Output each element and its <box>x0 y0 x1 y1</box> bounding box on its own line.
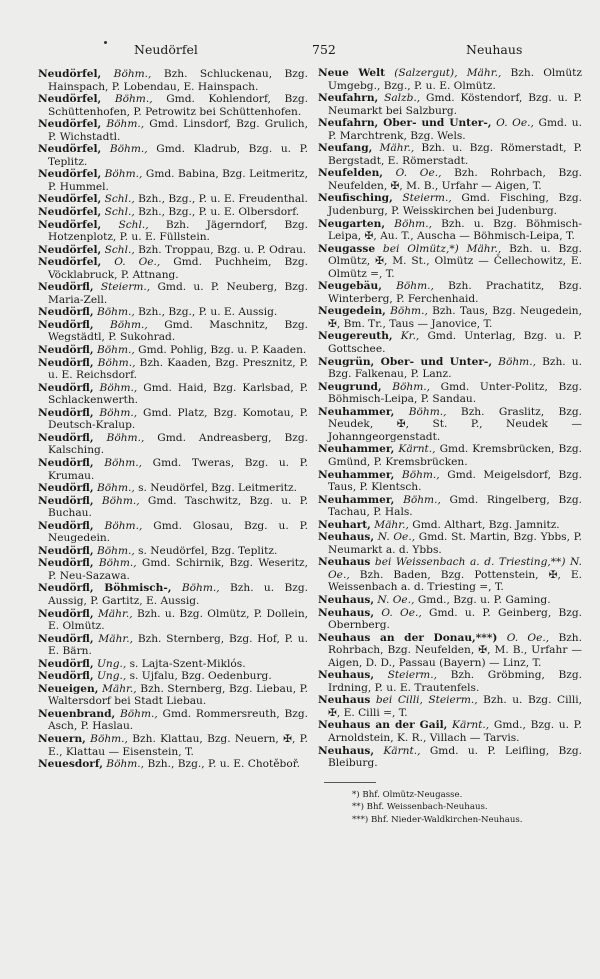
entry-details: s. Lajta-Szent-Miklós. <box>129 657 246 670</box>
entry-details: Gmd. u. P. Leifling, Bzg. Bleiburg. <box>328 744 582 770</box>
entry-details: Bzh. Gröbming, Bzg. Irdning, P. u. E. Trautenfels. <box>328 669 582 694</box>
gazetteer-entry <box>318 305 582 330</box>
scan-speck <box>104 41 107 44</box>
page-header <box>38 42 586 64</box>
entry-region: Böhm., <box>104 168 143 181</box>
entry-place-name: Neugasse <box>318 242 376 255</box>
gazetteer-entry <box>38 193 308 206</box>
entry-place-name: Neuhaus, <box>318 744 375 757</box>
entry-details: Bzh. Baden, Bzg. Pottenstein, ✠, E. Weissenbach a. d. Triesting =, T. <box>328 568 582 594</box>
entry-place-name: Neudörfl, <box>38 557 94 570</box>
entry-region: O. Oe., <box>114 256 161 269</box>
gazetteer-entry <box>318 356 582 381</box>
entry-place-name: Neudörfl, <box>38 456 94 469</box>
entry-place-name: Neudörfl, <box>38 607 94 620</box>
gazetteer-entry <box>318 594 582 607</box>
gazetteer-entry <box>38 407 308 432</box>
gazetteer-entry <box>318 192 582 217</box>
entry-place-name: Neuhaus an der Gail, <box>318 719 448 732</box>
entry-region: Mähr., <box>374 518 409 531</box>
entry-details: Gmd. Puchheim, Bzg. Vöcklabruck, P. Attnang. <box>48 256 309 281</box>
gazetteer-entry <box>38 281 308 306</box>
gazetteer-entry <box>38 118 308 143</box>
gazetteer-entry <box>38 608 308 633</box>
entry-details: Bzh. Taus, Bzg. Neugedein, ✠, Bm. Tr., Taus — Janovice, T. <box>328 305 582 330</box>
entry-region: O. Oe., <box>381 606 422 619</box>
entry-place-name: Neugrün, Ober- und Unter-, <box>318 355 493 368</box>
entry-region: Schl., <box>104 193 135 206</box>
entry-region: N. Oe., <box>377 593 415 606</box>
footnote: *) Bhf. Olmütz-Neugasse. <box>352 789 463 800</box>
entry-region: bei Weissenbach a. d. Triesting,**) N. Oe., <box>328 556 582 581</box>
gazetteer-entry <box>318 443 582 468</box>
entry-place-name: Neueigen, <box>38 682 99 695</box>
entry-details: Gmd., Bzg. u. P. Arnoldstein, K. R., Villach — Tarvis. <box>328 719 583 744</box>
entry-region: Böhm., <box>96 544 135 557</box>
entry-region: Böhm., <box>98 557 137 570</box>
entry-details: Bzh. Prachatitz, Bzg. Winterberg, P. Ferchenhaid. <box>328 280 583 305</box>
entry-place-name: Neudörfl, <box>38 281 94 294</box>
gazetteer-entry <box>318 719 582 744</box>
entry-place-name: Neuhaus, <box>318 669 375 682</box>
entry-region: Böhm., <box>498 355 536 368</box>
entry-details: Bzh. u. Bzg. Olmütz, ✠, M. St., Olmütz — Čellechowitz, E. Olmütz =, T. <box>328 242 583 280</box>
entry-place-name: Neudörfl, <box>38 670 94 683</box>
gazetteer-entry <box>318 218 582 243</box>
gazetteer-entry <box>318 117 582 142</box>
entry-details: Bzh. u. Bzg. Römerstadt, P. Bergstadt, E. Römerstadt. <box>328 142 583 167</box>
gazetteer-entry <box>38 545 308 558</box>
gazetteer-entry <box>318 745 582 770</box>
gazetteer-entry <box>38 520 308 545</box>
left-column <box>38 68 308 771</box>
entry-details: s. Neudörfel, Bzg. Teplitz. <box>138 544 278 557</box>
entry-region: O. Oe., <box>506 631 550 644</box>
entry-details: Gmd. Unterlag, Bzg. u. P. Gottschee. <box>328 330 582 356</box>
gazetteer-entry <box>38 206 308 219</box>
entry-place-name: Neudörfl, <box>38 344 94 357</box>
gazetteer-entry <box>38 93 308 118</box>
gazetteer-entry <box>38 244 308 257</box>
gazetteer-entry <box>318 67 582 92</box>
entry-region: O. Oe., <box>395 167 442 180</box>
entry-place-name: Neudörfel, <box>38 243 102 256</box>
gazetteer-entry <box>38 482 308 495</box>
entry-region: Böhm., <box>99 406 138 419</box>
entry-place-name: Neufelden, <box>318 167 383 180</box>
entry-place-name: Neuhammer, <box>318 468 395 481</box>
entry-region: Böhm., <box>104 456 142 469</box>
entry-region: Böhm., <box>106 758 145 771</box>
entry-details: Gmd. Andreasberg, Bzg. Kalsching. <box>48 431 308 457</box>
entry-place-name: Neufisching, <box>318 192 393 205</box>
entry-place-name: Neudörfl, <box>38 356 94 369</box>
entry-region: Salzb., <box>384 92 421 105</box>
entry-details: Gmd. Kremsbrücken, Bzg. Gmünd, P. Kremsbrücken. <box>328 443 583 468</box>
entry-place-name: Neugereuth, <box>318 330 393 343</box>
entry-place-name: Neuhammer, <box>318 443 395 456</box>
gazetteer-entry <box>38 219 308 244</box>
entry-region: Böhm., <box>90 732 128 745</box>
entry-details: Gmd. Kladrub, Bzg. u. P. Teplitz. <box>48 143 309 168</box>
entry-details: Bzh. Sternberg, Bzg. Hof, P. u. E. Bärn. <box>48 632 308 658</box>
entry-region: Böhm., <box>181 582 220 595</box>
entry-region: Böhm., <box>106 431 145 444</box>
gazetteer-entry <box>318 167 582 192</box>
gazetteer-entry <box>38 306 308 319</box>
entry-region: Böhm., <box>396 280 434 293</box>
entry-place-name: Neuhaus an der Donau,***) <box>318 631 498 644</box>
gazetteer-entry <box>38 708 308 733</box>
entry-place-name: Neudörfl, <box>38 431 94 444</box>
entry-details: Bzh. Sternberg, Bzg. Liebau, P. Waltersdorf bei Stadt Liebau. <box>48 682 309 708</box>
entry-region: Ung., <box>96 670 127 683</box>
entry-place-name: Neudörfel, <box>38 168 102 181</box>
gazetteer-entry <box>38 357 308 382</box>
entry-details: Bzh., Bzg., P. u. E. Chotěboř. <box>147 758 300 771</box>
gazetteer-entry <box>38 457 308 482</box>
entry-region: Schl., <box>118 218 149 231</box>
gazetteer-entry <box>318 381 582 406</box>
entry-region: Böhm., <box>392 380 431 393</box>
entry-region: Schl., <box>104 206 135 219</box>
entry-details: Gmd. Tweras, Bzg. u. P. Krumau. <box>48 456 308 482</box>
entry-region: N. Oe., <box>377 531 416 544</box>
entry-region: Böhm., <box>104 519 143 532</box>
gazetteer-entry <box>318 92 582 117</box>
entry-region: Steierm., <box>100 281 151 294</box>
entry-place-name: Neudörfl, <box>38 381 94 394</box>
entry-region: Böhm., <box>119 707 158 720</box>
entry-region: Böhm., <box>390 305 428 318</box>
gazetteer-entry <box>318 330 582 355</box>
gazetteer-entry <box>318 494 582 519</box>
entry-details: Bzh. Kaaden, Bzg. Presznitz, P. u. E. Reichsdorf. <box>48 356 308 382</box>
entry-region: Mähr., <box>379 142 415 155</box>
entry-place-name: Neudörfel, <box>38 193 102 206</box>
gazetteer-entry <box>38 758 308 771</box>
entry-details: Bzh., Bzg., P. u. E. Aussig. <box>138 306 278 319</box>
gazetteer-entry <box>38 557 308 582</box>
entry-place-name: Neudörfel, <box>38 256 102 269</box>
entry-region: Böhm., <box>408 405 447 418</box>
entry-place-name: Neudörfl, <box>38 306 94 319</box>
entry-details: Gmd. Platz, Bzg. Komotau, P. Deutsch-Kralup. <box>48 406 308 432</box>
entry-region: Böhm., <box>113 68 152 80</box>
gazetteer-entry <box>38 344 308 357</box>
entry-details: Gmd. Ringelberg, Bzg. Tachau, P. Hals. <box>328 493 582 519</box>
entry-region: Mähr., <box>98 632 134 645</box>
entry-place-name: Neuenbrand, <box>38 707 116 720</box>
entry-details: Gmd. St. Martin, Bzg. Ybbs, P. Neumarkt a. d. Ybbs. <box>328 531 582 556</box>
entry-details: Bzh. Rohrbach, Bzg. Neufelden, ✠, M. B., Urfahr — Aigen, D. D., Passau (Bayern) — Linz, T. <box>328 631 582 669</box>
entry-details: Gmd. Babina, Bzg. Leitmeritz, P. Hummel. <box>48 168 309 193</box>
gazetteer-entry <box>318 243 582 281</box>
entry-place-name: Neudörfl, <box>38 482 94 495</box>
gazetteer-entry <box>318 142 582 167</box>
entry-place-name: Neugrund, <box>318 380 382 393</box>
entry-region: Böhm., <box>110 318 148 331</box>
entry-region: (Salzergut), Mähr., <box>394 67 502 79</box>
entry-details: Gmd. Taschwitz, Bzg. u. P. Buchau. <box>48 494 309 520</box>
entry-details: Bzh. Olmütz Umgebg., Bzg., P. u. E. Olmütz. <box>328 67 582 92</box>
entry-region: Mähr., <box>102 682 137 695</box>
entry-place-name: Neuhammer, <box>318 405 395 418</box>
entry-details: Gmd. Maschnitz, Bzg. Wegstädtl, P. Sukohrad. <box>48 318 308 344</box>
footnote: **) Bhf. Weissenbach-Neuhaus. <box>352 802 488 813</box>
gazetteer-entry <box>38 683 308 708</box>
entry-details: Gmd. Pohlig, Bzg. u. P. Kaaden. <box>138 344 307 357</box>
entry-details: Gmd. Althart, Bzg. Jamnitz. <box>412 518 560 531</box>
entry-place-name: Neuhaus, <box>318 606 375 619</box>
entry-region: bei Olmütz,*) Mähr., <box>382 242 502 255</box>
gazetteer-entry <box>318 694 582 719</box>
entry-place-name: Neudörfel, <box>38 218 102 231</box>
gazetteer-entry <box>318 280 582 305</box>
gazetteer-entry <box>318 519 582 532</box>
entry-details: Bzh. Klattau, Bzg. Neuern, ✠, P. E., Klattau — Eisenstein, T. <box>48 732 308 758</box>
entry-place-name: Neuern, <box>38 732 86 745</box>
entry-place-name: Neudörfl, <box>38 632 94 645</box>
entry-place-name: Neuhaus <box>318 694 371 707</box>
entry-details: Gmd. Köstendorf, Bzg. u. P. Neumarkt bei Salzburg. <box>328 92 582 117</box>
entry-place-name: Neudörfel, <box>38 68 102 80</box>
entry-place-name: Neue Welt <box>318 67 386 79</box>
entry-region: bei Cilli, Steierm., <box>375 694 478 707</box>
entry-details: Gmd., Bzg. u. P. Gaming. <box>417 593 551 606</box>
footnote: ***) Bhf. Nieder-Waldkirchen-Neuhaus. <box>352 814 523 825</box>
gazetteer-entry <box>318 406 582 444</box>
gazetteer-entry <box>38 319 308 344</box>
entry-region: Steierm., <box>402 192 452 205</box>
entry-details: s. Ujfalu, Bzg. Oedenburg. <box>129 670 272 683</box>
gazetteer-entry <box>318 607 582 632</box>
right-column <box>318 67 582 826</box>
entry-region: Kärnt., <box>398 443 436 456</box>
entry-place-name: Neuhart, <box>318 518 371 531</box>
gazetteer-entry <box>318 531 582 556</box>
entry-details: Gmd. Kohlendorf, Bzg. Schüttenhofen, P. Petrowitz bei Schüttenhofen. <box>48 93 309 118</box>
entry-details: Bzh. Jägerndorf, Bzg. Hotzenplotz, P. u. E. Füllstein. <box>48 218 308 244</box>
gazetteer-entry <box>38 670 308 683</box>
gazetteer-entry <box>38 382 308 407</box>
entry-region: Steierm., <box>387 669 437 682</box>
entry-place-name: Neudörfel, <box>38 206 102 219</box>
gazetteer-entry <box>38 68 308 93</box>
entry-region: Böhm., <box>96 344 135 357</box>
entry-place-name: Neudörfel, <box>38 143 102 156</box>
entry-details: Bzh., Bzg., P. u. E. Olbersdorf. <box>138 206 300 219</box>
entry-place-name: Neudörfel, <box>38 118 102 131</box>
entry-details: Gmd. Unter-Politz, Bzg. Böhmisch-Leipa, P. Sandau. <box>328 380 582 406</box>
gazetteer-entry <box>318 469 582 494</box>
entry-place-name: Neuhammer, <box>318 493 395 506</box>
entry-place-name: Neudörfl, <box>38 494 94 507</box>
entry-region: Böhm., <box>403 493 441 506</box>
entry-region: Böhm., <box>97 356 136 369</box>
entry-details: Bzh. Rohrbach, Bzg. Neufelden, ✠, M. B., Urfahr — Aigen, T. <box>328 167 582 192</box>
entry-place-name: Neudörfl, Böhmisch-, <box>38 582 172 595</box>
header-left-keyword: Neudörfel <box>134 42 198 57</box>
entry-place-name: Neugarten, <box>318 217 386 230</box>
entry-region: Kärnt., <box>452 719 490 732</box>
entry-place-name: Neuhaus, <box>318 531 375 544</box>
entry-region: Böhm., <box>101 494 140 507</box>
entry-place-name: Neufahrn, Ober- und Unter-, <box>318 117 492 130</box>
entry-region: Böhm., <box>99 381 138 394</box>
entry-details: Bzh. Graslitz, Bzg. Neudek, ✠, St. P., Neudek — Johanngeorgenstadt. <box>328 405 583 443</box>
entry-details: Gmd. Fisching, Bzg. Judenburg, P. Weisskirchen bei Judenburg. <box>328 192 583 218</box>
entry-details: Bzh. u. Bzg. Olmütz, P. Dollein, E. Olmütz. <box>48 607 309 633</box>
entry-details: Gmd. Rommersreuth, Bzg. Asch, P. Haslau. <box>48 707 308 733</box>
entry-region: Böhm., <box>114 93 153 106</box>
entry-details: Gmd. Meigelsdorf, Bzg. Taus, P. Klentsch. <box>328 468 582 494</box>
entry-details: Bzh., Bzg., P. u. E. Freudenthal. <box>138 193 308 206</box>
gazetteer-entry <box>38 432 308 457</box>
entry-details: Bzh. u. Bzg. Aussig, P. Gartitz, E. Aussig. <box>48 582 309 607</box>
entry-region: Böhm., <box>401 468 440 481</box>
gazetteer-entry <box>38 143 308 168</box>
entry-details: Bzh. u. Bzg. Falkenau, P. Lanz. <box>328 355 582 381</box>
gazetteer-entry <box>38 658 308 671</box>
header-right-keyword: Neuhaus <box>466 42 523 57</box>
entry-details: Gmd. u. P. Geinberg, Bzg. Obernberg. <box>328 606 582 632</box>
gazetteer-entry <box>38 582 308 607</box>
entry-place-name: Neufahrn, <box>318 92 379 105</box>
gazetteer-entry <box>318 556 582 594</box>
entry-details: Gmd. Glosau, Bzg. u. P. Neugedein. <box>48 519 309 545</box>
entry-region: Böhm., <box>96 482 135 495</box>
entry-region: Ung., <box>96 657 127 670</box>
entry-details: Gmd. Haid, Bzg. Karlsbad, P. Schlackenwerth. <box>48 381 309 407</box>
entry-place-name: Neudörfl, <box>38 544 94 557</box>
entry-region: Böhm., <box>96 306 135 319</box>
gazetteer-entry <box>38 733 308 758</box>
entry-details: Gmd. u. P. Marchtrenk, Bzg. Wels. <box>328 117 582 142</box>
entry-place-name: Neudörfel, <box>38 93 102 106</box>
entry-region: Böhm., <box>109 143 148 156</box>
gazetteer-entry <box>38 256 308 281</box>
gazetteer-entry <box>38 633 308 658</box>
entry-details: Bzh. Troppau, Bzg. u. P. Odrau. <box>138 243 307 256</box>
entry-region: Mähr., <box>97 607 133 620</box>
entry-place-name: Neufang, <box>318 142 373 155</box>
entry-region: Böhm., <box>394 217 432 230</box>
entry-details: Bzh. u. Bzg. Böhmisch-Leipa, ✠, Au. T., Auscha — Böhmisch-Leipa, T. <box>328 217 582 243</box>
entry-region: Schl., <box>104 243 135 256</box>
entry-details: Bzh. u. Bzg. Cilli, ✠, E. Cilli =, T. <box>328 694 582 719</box>
entry-place-name: Neugedein, <box>318 305 386 318</box>
entry-place-name: Neuhaus <box>318 556 371 569</box>
entry-region: Böhm., <box>106 118 145 131</box>
entry-details: s. Neudörfel, Bzg. Leitmeritz. <box>138 482 297 495</box>
gazetteer-entry <box>318 669 582 694</box>
entry-details: Bzh. Schluckenau, Bzg. Hainspach, P. Lobendau, E. Hainspach. <box>48 68 309 93</box>
entry-region: O. Oe., <box>496 117 534 130</box>
entry-details: Gmd. Linsdorf, Bzg. Grulich, P. Wichstadtl. <box>48 118 308 143</box>
footnotes <box>318 789 582 827</box>
entry-place-name: Neudörfl, <box>38 519 94 532</box>
entry-details: Gmd. Schirnik, Bzg. Weseritz, P. Neu-Sazawa. <box>48 557 308 582</box>
page-number: 752 <box>312 42 336 57</box>
gazetteer-entry <box>38 168 308 193</box>
entry-place-name: Neudörfl, <box>38 406 94 419</box>
entry-place-name: Neuesdorf, <box>38 758 103 771</box>
gazetteer-entry <box>318 632 582 670</box>
entry-place-name: Neugebäu, <box>318 280 382 293</box>
entry-place-name: Neuhaus, <box>318 593 375 606</box>
gazetteer-entry <box>38 495 308 520</box>
footnote-divider <box>324 782 376 783</box>
entry-details: Gmd. u. P. Neuberg, Bzg. Maria-Zell. <box>48 281 308 306</box>
entry-region: Kr., <box>400 330 420 343</box>
entry-region: Kärnt., <box>383 744 421 757</box>
entry-place-name: Neudörfl, <box>38 318 94 331</box>
entry-place-name: Neudörfl, <box>38 657 94 670</box>
